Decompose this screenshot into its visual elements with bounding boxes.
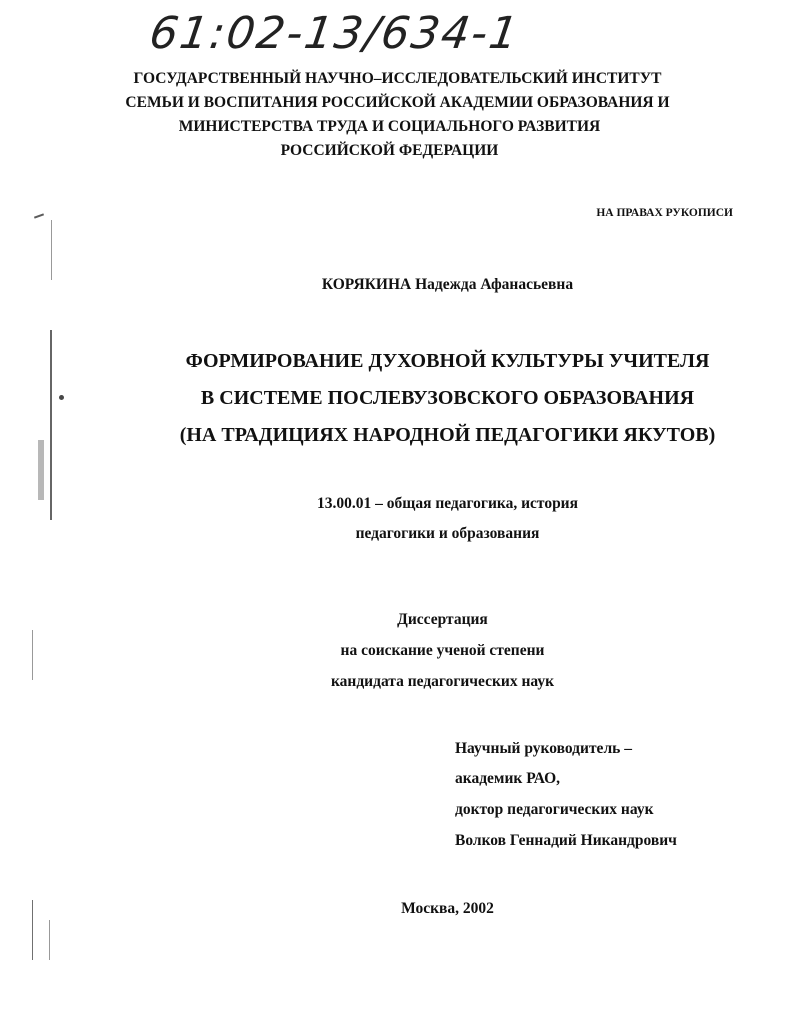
specialty-line: 13.00.01 – общая педагогика, история [316,495,579,512]
institution-line: СЕМЬИ И ВОСПИТАНИЯ РОССИЙСКОЙ АКАДЕМИИ ОБРАЗОВАНИЯ И [125,94,670,111]
institution-line: РОССИЙСКОЙ ФЕДЕРАЦИИ [280,142,499,159]
supervisor-line: академик РАО, [455,770,561,787]
specialty-line: педагогики и образования [355,525,540,542]
degree-line: на соискание ученой степени [340,642,545,659]
supervisor-line: Волков Геннадий Никандрович [455,832,677,849]
scan-artifact [51,220,52,280]
scan-artifact [38,440,44,500]
author-name: КОРЯКИНА Надежда Афанасьевна [321,276,574,293]
scan-artifact [32,630,33,680]
scan-artifact [50,330,52,520]
dissertation-title-line: (НА ТРАДИЦИЯХ НАРОДНОЙ ПЕДАГОГИКИ ЯКУТОВ) [179,424,716,446]
degree-line: кандидата педагогических наук [330,673,555,690]
manuscript-rights-label: НА ПРАВАХ РУКОПИСИ [596,207,733,219]
scan-artifact [49,920,50,960]
dissertation-title-line: ФОРМИРОВАНИЕ ДУХОВНОЙ КУЛЬТУРЫ УЧИТЕЛЯ [185,350,710,372]
place-and-year: Москва, 2002 [401,900,494,917]
dissertation-title-line: В СИСТЕМЕ ПОСЛЕВУЗОВСКОГО ОБРАЗОВАНИЯ [200,387,695,409]
scan-artifact [34,213,44,218]
scan-artifact [32,900,33,960]
degree-line: Диссертация [397,611,488,628]
supervisor-line: Научный руководитель – [455,740,632,757]
institution-line: МИНИСТЕРСТВА ТРУДА И СОЦИАЛЬНОГО РАЗВИТИЯ [178,118,601,135]
handwritten-archive-number: 61:02-13/634-1 [146,8,523,59]
institution-line: ГОСУДАРСТВЕННЫЙ НАУЧНО–ИССЛЕДОВАТЕЛЬСКИЙ ИНСТИТУТ [133,70,662,87]
supervisor-line: доктор педагогических наук [455,801,654,818]
scan-artifact [59,395,64,400]
